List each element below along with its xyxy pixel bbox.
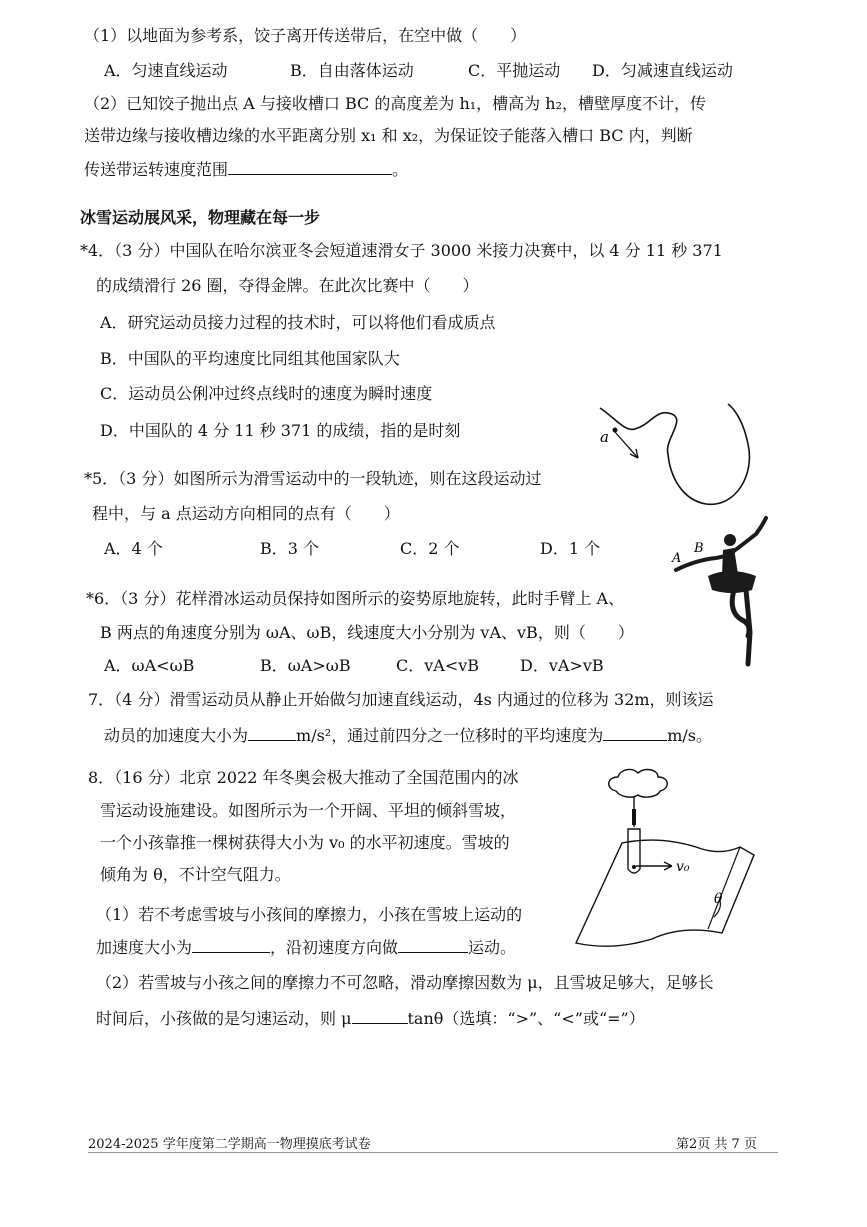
q5-option-b: B．3 个 [260,539,320,558]
q3-part2-line1: （2）已知饺子抛出点 A 与接收槽口 BC 的高度差为 h₁，槽高为 h₂，槽壁厚度不计，传 [84,94,706,113]
q3-part2-line2: 送带边缘与接收槽边缘的水平距离分别 x₁ 和 x₂，为保证饺子能落入槽口 BC 内，判断 [84,126,693,145]
q5-stem-line1: *5．（3 分）如图所示为滑雪运动中的一段轨迹，则在这段运动过 [84,469,542,488]
q8-comparison-blank[interactable] [352,1007,408,1024]
q7-part-b: m/s²，通过前四分之一位移时的平均速度为 [296,726,604,745]
footer-exam-title: 2024-2025 学年度第二学期高一物理摸底考试卷 [88,1137,371,1152]
q6-options [104,655,604,677]
q4-stem-line1: *4．（3 分）中国队在哈尔滨亚冬会短道速滑女子 3000 米接力决赛中，以 4 分 11 秒 371 [80,241,723,260]
q5-option-d: D．1 个 [540,539,601,558]
q3-answer-blank[interactable] [228,158,392,175]
ski-trajectory-figure [590,396,760,521]
tree-trunk-fill [632,809,636,825]
q6-stem-line2: B 两点的角速度分别为 ωA、ωB，线速度大小分别为 vA、vB，则（ ） [100,623,634,642]
trajectory-curve [600,404,749,504]
footer-page-number: 第2页 共 7 页 [676,1137,757,1152]
q8-acceleration-blank[interactable] [192,936,270,953]
q8-part2-b: tanθ（选填：“>”、“<”或“=”） [407,1009,645,1028]
q8-stem-line4: 倾角为 θ，不计空气阻力。 [100,865,291,884]
q4-stem-line2: 的成绩滑行 26 圈，夺得金牌。在此次比赛中（ ） [96,276,479,295]
q8-part1-line2 [96,936,516,959]
q7-stem-line2 [104,724,712,747]
figure-skater-figure [668,512,778,670]
section-title: 冰雪运动展风采，物理藏在每一步 [80,208,321,227]
skater-silhouette [676,518,766,664]
q7-stem-line1: 7．（4 分）滑雪运动员从静止开始做匀加速直线运动，4s 内通过的位移为 32m，则该运 [88,690,714,709]
theta-label: θ [714,891,723,907]
q4-option-a: A．研究运动员接力过程的技术时，可以将他们看成质点 [100,313,496,332]
point-a [613,428,618,433]
q5-option-c: C．2 个 [400,539,460,558]
q6-option-c: C．vA<vB [396,656,480,675]
q3-part2-prefix: 传送带运转速度范围 [84,160,229,179]
q8-part1-line1: （1）若不考虑雪坡与小孩间的摩擦力，小孩在雪坡上运动的 [96,905,523,924]
q3-option-b: B．自由落体运动 [290,61,414,80]
slope-edge-line [708,847,740,929]
slope-plane [576,840,754,946]
point-a-label: a [600,428,609,446]
q3-option-a: A．匀速直线运动 [104,61,228,80]
q3-options [104,60,733,82]
q7-part-a: 动员的加速度大小为 [104,726,249,745]
q8-stem-line1: 8．（16 分）北京 2022 年冬奥会极大推动了全国范围内的冰 [88,768,519,787]
q6-stem-line1: *6．（3 分）花样滑冰运动员保持如图所示的姿势原地旋转，此时手臂上 A、 [86,589,625,608]
q3-option-d: D．匀减速直线运动 [592,61,733,80]
direction-arrow [615,432,638,458]
snow-slope-figure [572,765,762,950]
q4-option-c: C．运动员公俐冲过终点线时的速度为瞬时速度 [100,384,433,403]
q3-part2-line3 [84,158,408,181]
q4-option-b: B．中国队的平均速度比同组其他国家队大 [100,349,400,368]
q5-stem-line2: 程中，与 a 点运动方向相同的点有（ ） [92,504,400,523]
point-B-label: B [694,541,704,556]
q6-option-d: D．vA>vB [520,656,604,675]
q8-motion-blank[interactable] [398,936,468,953]
q7-part-c: m/s。 [667,726,712,745]
q5-option-a: A．4 个 [104,539,163,558]
q3-part1: （1）以地面为参考系，饺子离开传送带后，在空中做（ ） [84,26,527,45]
q6-option-b: B．ωA>ωB [260,656,351,675]
child-point [632,865,636,869]
v0-label: v₀ [676,859,690,875]
point-A-label: A [672,551,682,566]
q8-part1-b: ，沿初速度方向做 [270,938,399,957]
q8-part1-c: 运动。 [468,938,517,957]
tree-crown [609,770,668,798]
q8-part2-a: 时间后，小孩做的是匀速运动，则 μ [96,1009,352,1028]
q3-part2-end: 。 [392,160,409,179]
q8-stem-line2: 雪运动设施建设。如图所示为一个开阔、平坦的倾斜雪坡， [100,801,517,820]
q8-part2-line2 [96,1007,645,1030]
q8-part2-line1: （2）若雪坡与小孩之间的摩擦力不可忽略，滑动摩擦因数为 μ，且雪坡足够大，足够长 [96,973,714,992]
q8-stem-line3: 一个小孩靠推一棵树获得大小为 v₀ 的水平初速度。雪坡的 [100,833,510,852]
q3-option-c: C．平抛运动 [468,61,561,80]
q7-velocity-blank[interactable] [603,724,667,741]
q6-option-a: A．ωA<ωB [104,656,195,675]
q4-option-d: D．中国队的 4 分 11 秒 371 的成绩，指的是时刻 [100,421,461,440]
q5-options [104,538,600,560]
q8-part1-a: 加速度大小为 [96,938,193,957]
q7-acceleration-blank[interactable] [248,724,296,741]
